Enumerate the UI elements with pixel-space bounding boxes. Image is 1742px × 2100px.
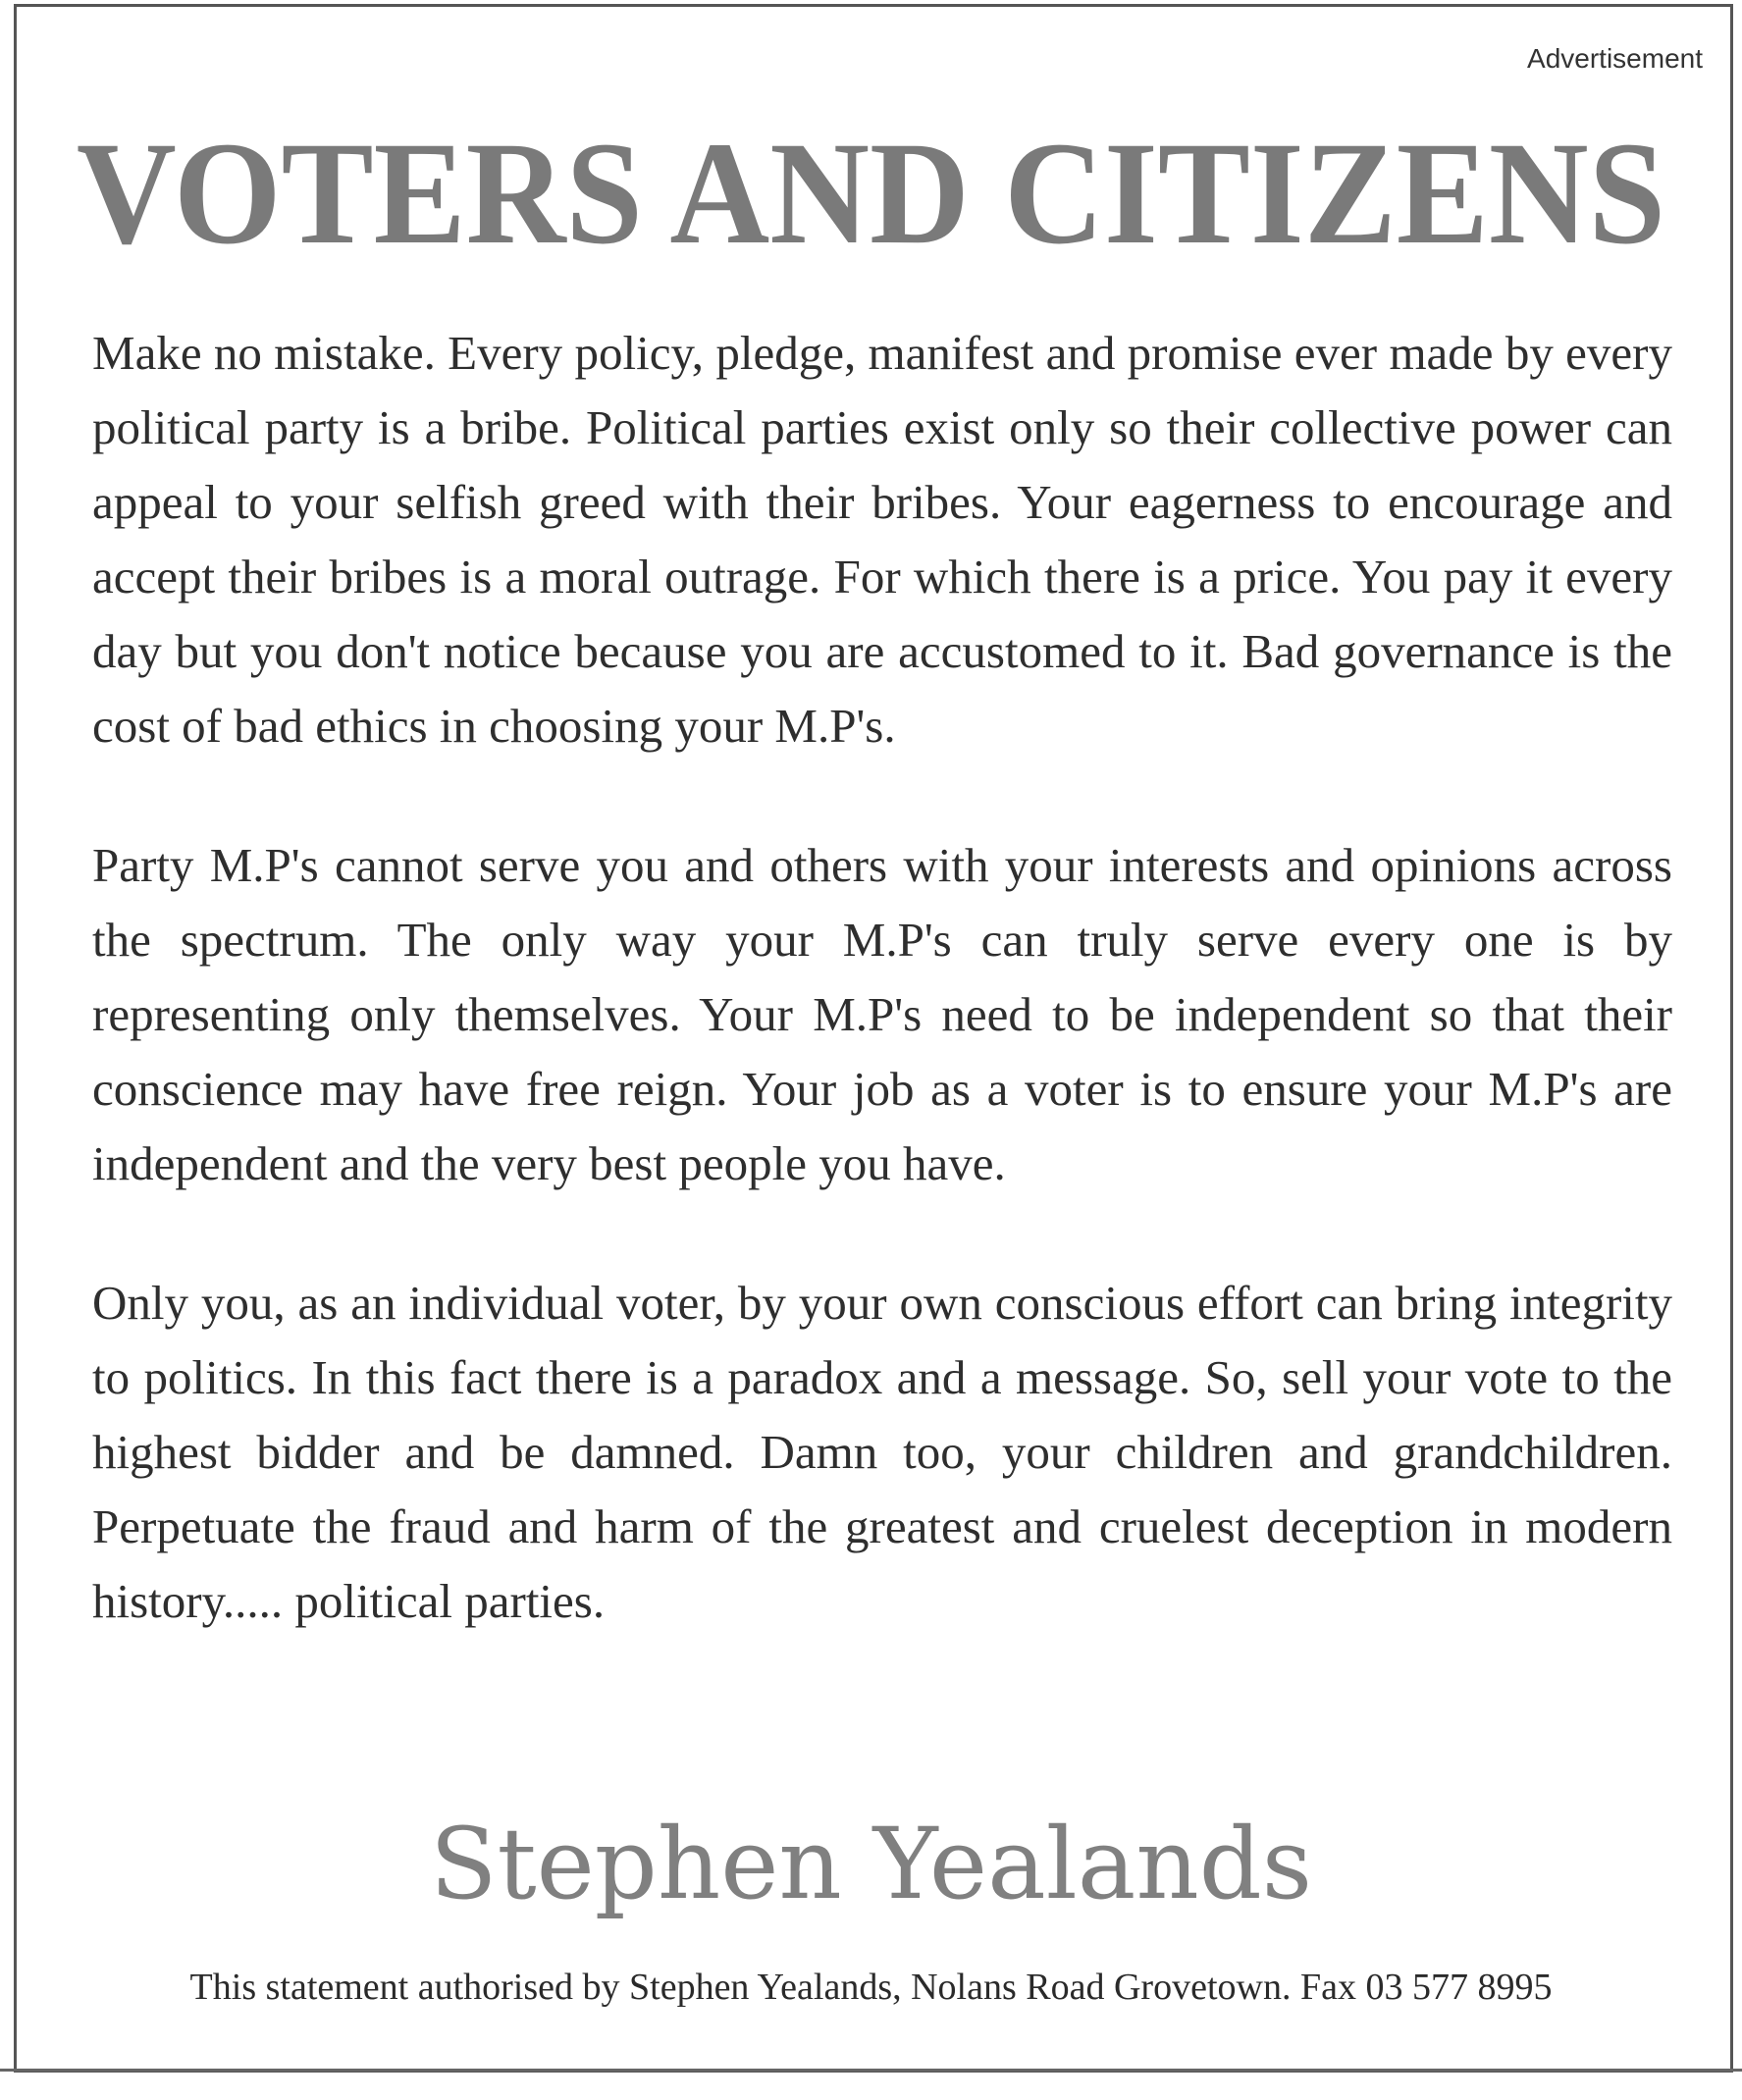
paragraph-3: Only you, as an individual voter, by your own conscious effort can bring integrity to politics. In this fact there is a paradox and a message. So, sell your vote to the highest bidder and be damned. Damn too, your children and grandchildren. Perpetuate the fraud and harm of the greatest and cruelest deception in modern history..... political parties. (92, 1276, 1672, 1628)
body-text (92, 316, 1672, 1704)
bottom-rule (0, 2069, 1742, 2072)
advertisement-label: Advertisement (1527, 43, 1703, 74)
authorisation-statement: This statement authorised by Stephen Yealands, Nolans Road Grovetown. Fax 03 577 8995 (189, 1967, 1553, 2008)
paragraph-2: Party M.P's cannot serve you and others with your interests and opinions across the spectrum. The only way your M.P's can truly serve every one is by representing only themselves. Your M.P's need to be independent so that their conscience may have free reign. Your job as a voter is to ensure your M.P's are independent and the very best people you have. (92, 838, 1672, 1190)
signature: Stephen Yealands (429, 1807, 1313, 1921)
paragraph-1: Make no mistake. Every policy, pledge, manifest and promise ever made by every political party is a bribe. Political parties exist only so their collective power can appeal to your selfish greed with their bribes. Your eagerness to encourage and accept their bribes is a moral outrage. For which there is a price. You pay it every day but you don't notice because you are accustomed to it. Bad governance is the cost of bad ethics in choosing your M.P's. (92, 326, 1672, 753)
headline: VOTERS AND CITIZENS (76, 112, 1666, 275)
